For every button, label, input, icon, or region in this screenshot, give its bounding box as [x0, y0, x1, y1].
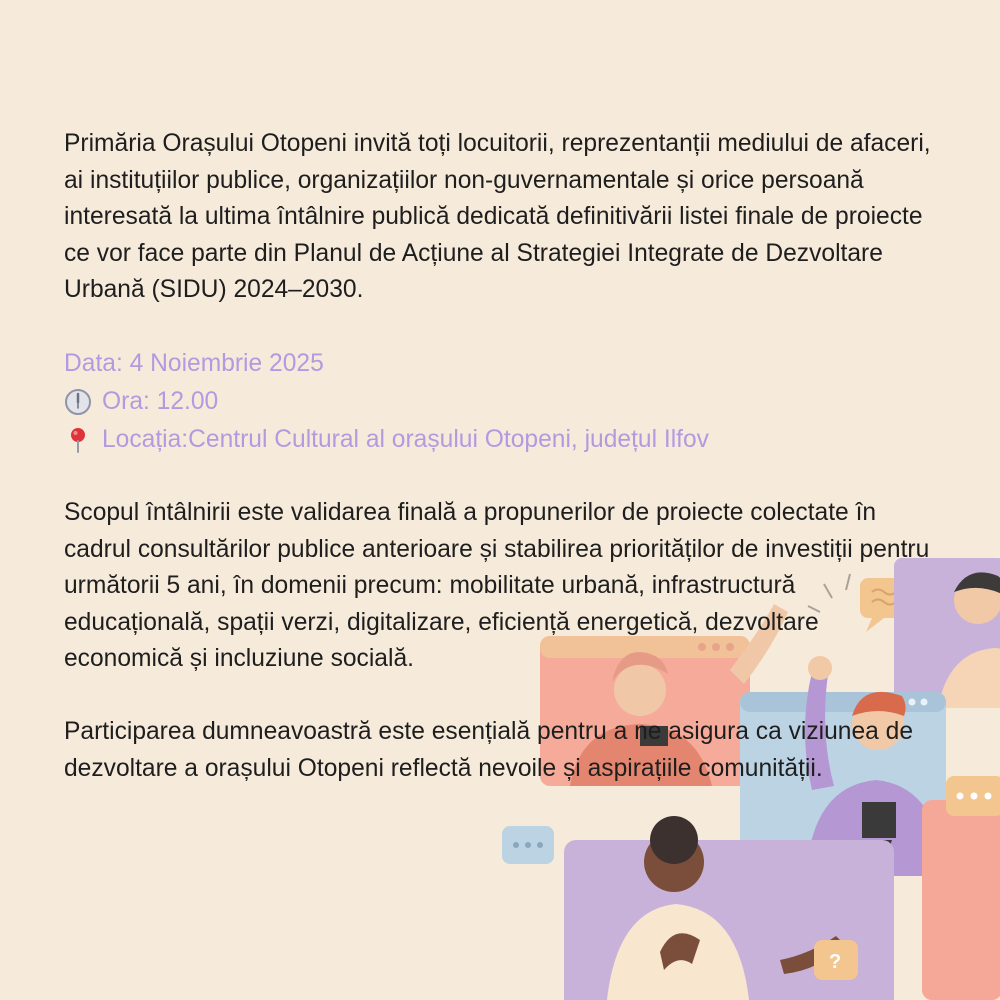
- pin-icon: [64, 426, 92, 454]
- svg-text:?: ?: [829, 951, 842, 973]
- event-location: Locația:Centrul Cultural al orașului Otopeni, județul Ilfov: [102, 425, 709, 453]
- participation-paragraph: Participarea dumneavoastră este esențială pentru a ne asigura ca viziunea de dezvoltare a orașului Otopeni reflectă nevoile și aspirațiile comunității.: [64, 717, 914, 782]
- event-details: [64, 345, 944, 459]
- clock-icon: [64, 388, 92, 416]
- bottom-right-window: [922, 776, 1000, 1000]
- event-location-line: [64, 421, 944, 459]
- announcement-content: [64, 126, 944, 787]
- intro-paragraph: Primăria Orașului Otopeni invită toți locuitorii, reprezentanții mediului de afaceri, ai instituțiilor publice, organizațiilor non-guvernamentale și orice persoană interesată la ultima întâlnire publică dedicată definitivării listei finale de proiecte ce vor face parte din Planul de Acțiune al Strategiei Integrate de Dezvoltare Urbană (SIDU) 2024–2030.: [64, 130, 931, 304]
- chat-bubble-icon: [502, 826, 554, 864]
- question-bubble-icon: [814, 940, 858, 980]
- event-date: Data: 4 Noiembrie 2025: [64, 349, 324, 377]
- event-time: Ora: 12.00: [102, 387, 219, 415]
- event-time-line: [64, 383, 944, 421]
- event-date-line: [64, 345, 944, 383]
- purpose-paragraph: Scopul întâlnirii este validarea finală a propunerilor de proiecte colectate în cadrul consultărilor publice anterioare și stabilirea priorităților de investiții pentru următorii 5 ani, în domenii precum: mobilitate urbană, infrastructură educațională, spații verzi, digitalizare, eficiență energetică, dezvoltare economică și incluziune socială.: [64, 498, 930, 673]
